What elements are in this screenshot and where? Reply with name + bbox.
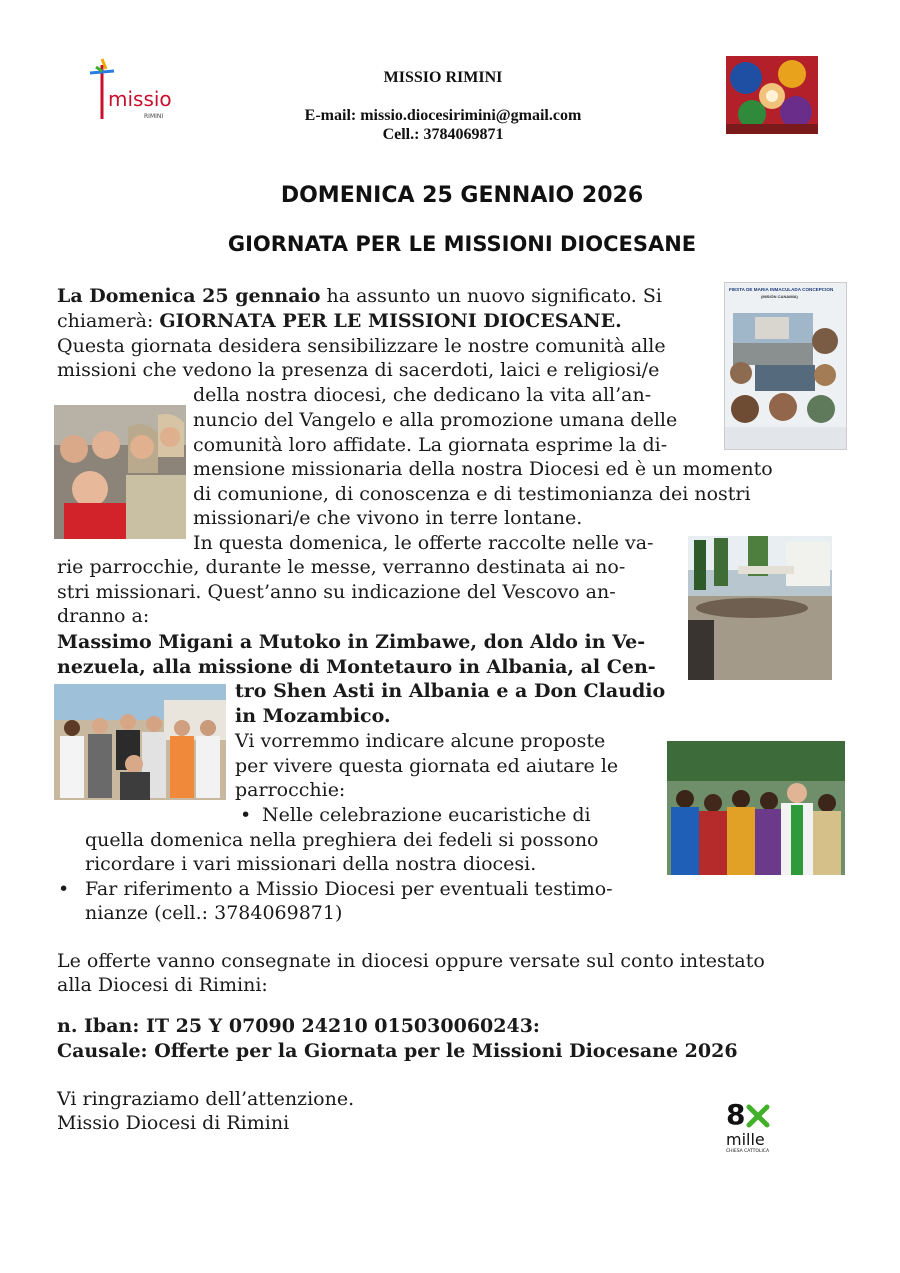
ottopermille-logo [724,1098,780,1158]
p1-line-1-rest: ha assunto un nuovo significato. Si [320,285,662,307]
p1-line-9: di comunione, di conoscenza e di testimonianza dei nostri [193,483,751,505]
missio-logo-sub: RIMINI [144,113,164,120]
p2-line-4: dranno a: [57,605,150,627]
thanks: Vi ringraziamo dell’attenzione. [57,1088,355,1110]
photo-group-outdoor [54,684,226,800]
iban: n. Iban: IT 25 Y 07090 24210 015030060243: [57,1015,540,1037]
bullet-1-line-1: Nelle celebrazione eucaristiche di [262,804,591,826]
signature: Missio Diocesi di Rimini [57,1112,290,1134]
title-date: DOMENICA 25 GENNAIO 2026 [280,183,644,208]
header-email: E-mail: missio.diocesirimini@gmail.com [304,107,582,124]
bullet-1-marker: • [240,804,252,826]
photo-courtyard [688,536,832,680]
ottopermille-sub: CHIESA CATTOLICA [726,1149,770,1154]
p1-bold-giornata: GIORNATA PER LE MISSIONI DIOCESANE. [159,310,622,332]
photo-priest-community [667,741,845,875]
p1-line-3: Questa giornata desidera sensibilizzare le nostre comunità alle [57,335,666,357]
p1-line-1 [57,284,662,309]
ottopermille-word: mille [726,1130,765,1149]
p3-line-1: Vi vorremmo indicare alcune proposte [235,730,606,752]
p3-line-3: parrocchie: [235,779,346,801]
p1-line-5: della nostra diocesi, che dedicano la vita all’an- [193,384,652,406]
p1-line-8: mensione missionaria della nostra Diocesi ed è un momento [193,458,773,480]
offer-line-2: alla Diocesi di Rimini: [57,974,268,996]
poster-subtitle: (MISIÓN CANAIMA) [761,294,798,299]
header-org: MISSIO RIMINI [383,69,503,86]
title-main: GIORNATA PER LE MISSIONI DIOCESANE [227,232,697,256]
causale: Causale: Offerte per la Giornata per le Missioni Diocesane 2026 [57,1040,738,1062]
bullet-1-line-2: quella domenica nella preghiera dei fedeli si possono [85,829,599,851]
p2-line-2: rie parrocchie, durante le messe, verranno destinata ai no- [57,556,626,578]
ottopermille-number: 8 [726,1098,746,1131]
p1-line-4: missioni che vedono la presenza di sacerdoti, laici e religiosi/e [57,359,660,381]
p1-line-7: comunità loro affidate. La giornata esprime la di- [193,434,668,456]
missions-line-4: in Mozambico. [235,705,391,727]
missio-logo-text: missio [108,87,172,111]
p1-line-2-pre: chiamerà: [57,310,160,332]
photo-group-sisters [54,405,186,539]
p1-line-6: nuncio del Vangelo e alla promozione umana delle [193,409,678,431]
offer-line-1: Le offerte vanno consegnate in diocesi oppure versate sul conto intestato [57,950,765,972]
bullet-2-line-1: Far riferimento a Missio Diocesi per eventuali testimo- [85,878,613,900]
poster-title: FIESTA DE MARIA INMACULADA CONCEPCION [729,287,834,292]
p2-line-1: In questa domenica, le offerte raccolte nelle va- [193,532,654,554]
p1-line-2 [57,309,622,334]
p1-line-10: missionari/e che vivono in terre lontane. [193,507,583,529]
bullet-2-marker: • [58,878,70,900]
p2-line-3: stri missionari. Quest’anno su indicazione del Vescovo an- [57,581,616,603]
missions-line-1: Massimo Migani a Mutoko in Zimbawe, don Aldo in Ve- [57,631,646,653]
nativity-painting [726,56,818,134]
p3-line-2: per vivere questa giornata ed aiutare le [235,755,619,777]
bullet-1-line-3: ricordare i vari missionari della nostra diocesi. [85,853,537,875]
missions-line-2: nezuela, alla missione di Montetauro in Albania, al Cen- [57,656,656,678]
poster-canaima [724,282,847,450]
header-cell: Cell.: 3784069871 [382,126,504,143]
missions-line-3: tro Shen Asti in Albania e a Don Claudio [235,680,666,702]
bullet-2-line-2: nianze (cell.: 3784069871) [85,902,343,924]
ottopermille-x-icon [746,1104,770,1128]
p1-bold-date: La Domenica 25 gennaio [57,285,321,307]
missio-logo [86,57,172,127]
